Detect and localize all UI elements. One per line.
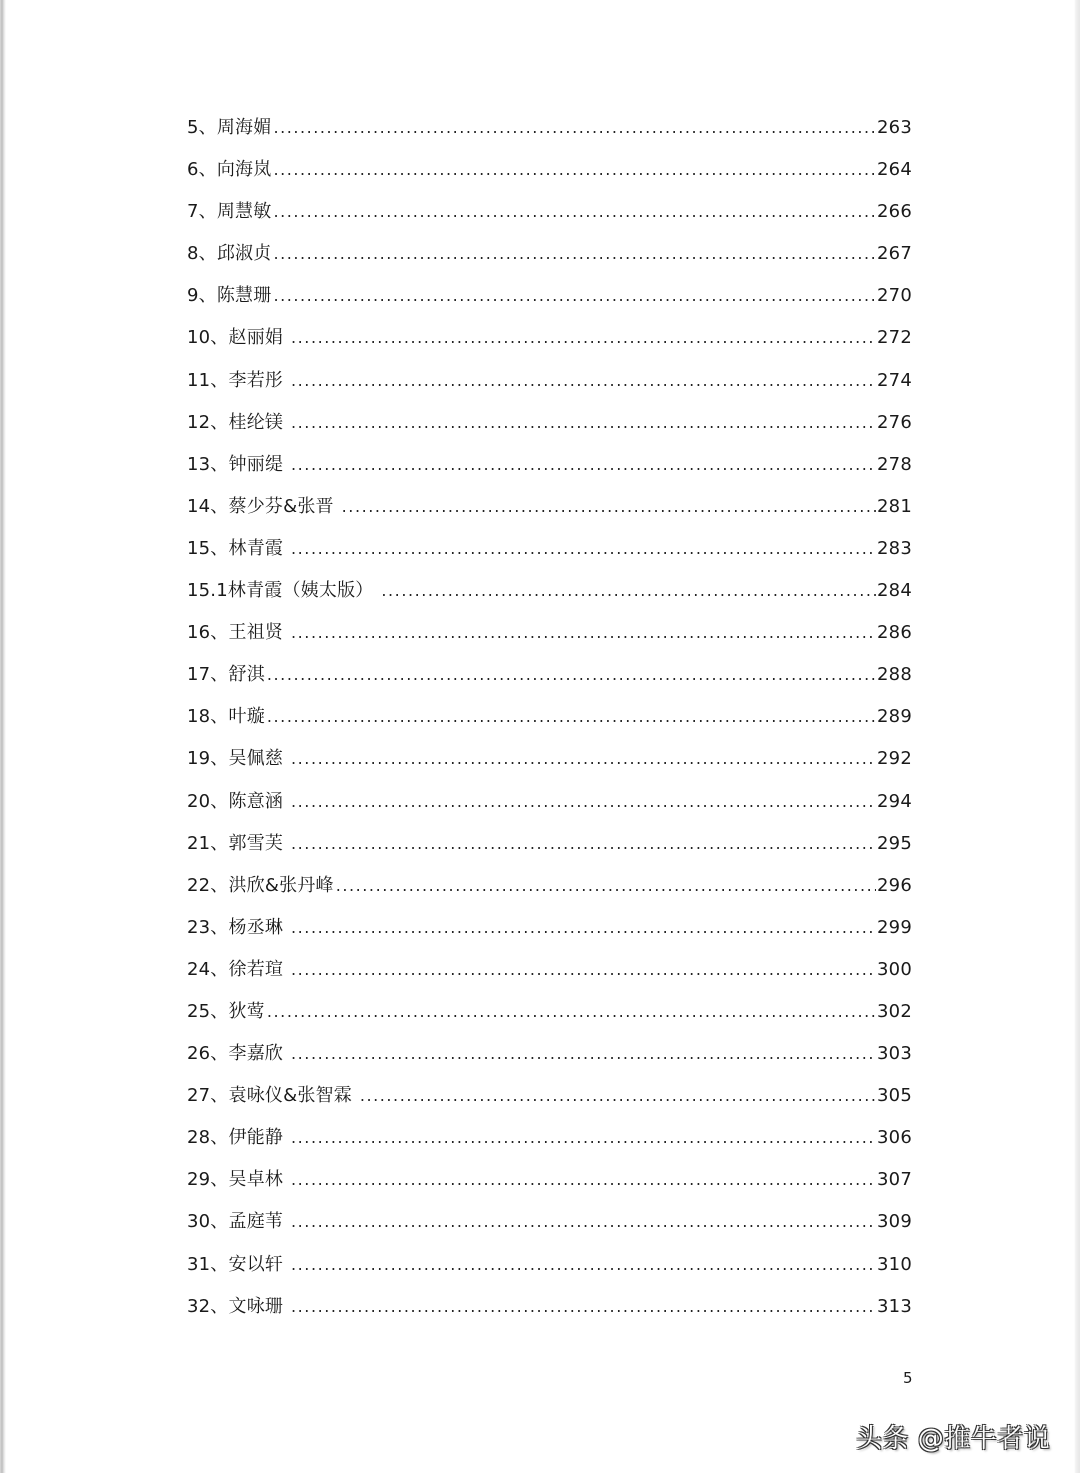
toc-entry-title: 23、杨丞琳 xyxy=(187,916,290,938)
toc-entry-title: 12、桂纶镁 xyxy=(187,411,290,433)
toc-dot-leader xyxy=(291,407,876,439)
toc-dot-leader xyxy=(291,1122,876,1154)
toc-entry-title: 30、孟庭苇 xyxy=(187,1211,290,1233)
toc-dot-leader xyxy=(360,1080,876,1112)
toc-entry[interactable] xyxy=(187,322,912,364)
toc-dot-leader xyxy=(291,912,876,944)
toc-dot-leader xyxy=(291,743,876,775)
table-of-contents xyxy=(187,112,912,1333)
toc-entry-page: 284 xyxy=(877,580,912,602)
toc-entry-title: 16、王祖贤 xyxy=(187,622,290,644)
toc-entry-page: 263 xyxy=(877,117,912,138)
toc-dot-leader xyxy=(273,154,876,186)
toc-dot-leader xyxy=(336,870,876,902)
toc-entry-page: 266 xyxy=(877,201,912,223)
toc-entry-title: 14、蔡少芬&张晋 xyxy=(187,495,340,517)
toc-entry[interactable] xyxy=(187,870,912,912)
toc-dot-leader xyxy=(342,491,876,523)
toc-entry[interactable] xyxy=(187,617,912,659)
toc-entry-title: 28、伊能静 xyxy=(187,1127,290,1149)
toc-entry-page: 306 xyxy=(877,1127,912,1149)
toc-dot-leader xyxy=(267,996,876,1028)
toc-entry-page: 267 xyxy=(877,243,912,265)
toc-entry[interactable] xyxy=(187,196,912,238)
toc-entry-title: 31、安以轩 xyxy=(187,1253,290,1275)
toc-dot-leader xyxy=(291,533,876,565)
toc-entry[interactable] xyxy=(187,954,912,996)
toc-entry-page: 264 xyxy=(877,159,912,181)
toc-entry-page: 296 xyxy=(877,874,912,896)
toc-entry-page: 307 xyxy=(877,1169,912,1191)
toc-entry[interactable] xyxy=(187,491,912,533)
toc-dot-leader xyxy=(291,828,876,860)
toc-entry-title: 24、徐若瑄 xyxy=(187,958,290,980)
toc-entry[interactable] xyxy=(187,828,912,870)
page-edge-left xyxy=(0,0,6,1473)
toc-entry[interactable] xyxy=(187,912,912,954)
toc-dot-leader xyxy=(267,701,876,733)
toc-entry[interactable] xyxy=(187,154,912,196)
toc-entry[interactable] xyxy=(187,786,912,828)
toc-entry-title: 29、吴卓林 xyxy=(187,1169,290,1191)
toc-entry[interactable] xyxy=(187,533,912,575)
toc-entry-page: 303 xyxy=(877,1043,912,1065)
toc-entry-page: 295 xyxy=(877,832,912,854)
toc-dot-leader xyxy=(291,1206,876,1238)
toc-entry-title: 17、舒淇 xyxy=(187,664,265,686)
toc-entry-page: 281 xyxy=(877,495,912,517)
toc-entry[interactable] xyxy=(187,1080,912,1122)
toc-entry-title: 6、向海岚 xyxy=(187,159,272,181)
toc-dot-leader xyxy=(291,1164,876,1196)
toc-dot-leader xyxy=(291,365,876,397)
toc-entry-title: 26、李嘉欣 xyxy=(187,1043,290,1065)
toc-entry-page: 283 xyxy=(877,537,912,559)
toc-entry[interactable] xyxy=(187,659,912,701)
toc-entry-page: 313 xyxy=(877,1295,912,1317)
toc-entry-page: 305 xyxy=(877,1085,912,1107)
toc-entry-page: 286 xyxy=(877,622,912,644)
toc-dot-leader xyxy=(267,659,876,691)
toc-dot-leader xyxy=(273,112,876,144)
toc-entry-title: 15、林青霞 xyxy=(187,537,290,559)
toc-dot-leader xyxy=(273,280,876,312)
toc-entry-title: 10、赵丽娟 xyxy=(187,327,290,349)
toc-entry-title: 20、陈意涵 xyxy=(187,790,290,812)
toc-entry-page: 272 xyxy=(877,327,912,349)
toc-entry-title: 22、洪欣&张丹峰 xyxy=(187,874,334,896)
toc-entry[interactable] xyxy=(187,112,912,154)
toc-entry-title: 19、吴佩慈 xyxy=(187,748,290,770)
toc-entry[interactable] xyxy=(187,701,912,743)
page-edge-right xyxy=(1074,0,1080,1473)
toc-entry-page: 274 xyxy=(877,369,912,391)
toc-entry-page: 270 xyxy=(877,285,912,307)
toc-entry[interactable] xyxy=(187,1206,912,1248)
toc-entry-title: 27、袁咏仪&张智霖 xyxy=(187,1085,358,1107)
toc-entry-page: 294 xyxy=(877,790,912,812)
toc-entry-title: 13、钟丽缇 xyxy=(187,453,290,475)
toc-entry[interactable] xyxy=(187,449,912,491)
toc-dot-leader xyxy=(381,575,876,607)
toc-entry-page: 300 xyxy=(877,958,912,980)
toc-entry-page: 288 xyxy=(877,664,912,686)
toc-entry-page: 299 xyxy=(877,916,912,938)
toc-entry[interactable] xyxy=(187,1038,912,1080)
toc-entry-title: 21、郭雪芙 xyxy=(187,832,290,854)
toc-dot-leader xyxy=(273,196,876,228)
toc-entry-page: 292 xyxy=(877,748,912,770)
toc-entry[interactable] xyxy=(187,407,912,449)
toc-entry-title: 5、周海媚 xyxy=(187,117,272,138)
toc-entry[interactable] xyxy=(187,575,912,617)
toc-entry-title: 15.1林青霞（姨太版） xyxy=(187,580,380,602)
toc-dot-leader xyxy=(291,449,876,481)
toc-entry[interactable] xyxy=(187,743,912,785)
toc-dot-leader xyxy=(291,1291,876,1323)
toc-dot-leader xyxy=(291,1249,876,1281)
toc-entry[interactable] xyxy=(187,1164,912,1206)
toc-entry-page: 310 xyxy=(877,1253,912,1275)
toc-entry[interactable] xyxy=(187,238,912,280)
toc-dot-leader xyxy=(273,238,876,270)
toc-entry-title: 25、狄莺 xyxy=(187,1000,265,1022)
toc-entry-page: 276 xyxy=(877,411,912,433)
toc-entry[interactable] xyxy=(187,1291,912,1333)
toc-entry-title: 7、周慧敏 xyxy=(187,201,272,223)
toc-entry-title: 8、邱淑贞 xyxy=(187,243,272,265)
watermark: 头条 @推牛者说 xyxy=(856,1424,1051,1454)
toc-entry[interactable] xyxy=(187,1122,912,1164)
toc-entry-title: 32、文咏珊 xyxy=(187,1295,290,1317)
toc-entry-title: 9、陈慧珊 xyxy=(187,285,272,307)
toc-entry-title: 11、李若彤 xyxy=(187,369,290,391)
toc-entry-page: 278 xyxy=(877,453,912,475)
toc-entry-page: 289 xyxy=(877,706,912,728)
toc-entry[interactable] xyxy=(187,1249,912,1291)
toc-dot-leader xyxy=(291,617,876,649)
toc-entry[interactable] xyxy=(187,365,912,407)
page-number: 5 xyxy=(903,1369,913,1387)
toc-entry-page: 302 xyxy=(877,1000,912,1022)
toc-entry[interactable] xyxy=(187,996,912,1038)
toc-entry-title: 18、叶璇 xyxy=(187,706,265,728)
toc-dot-leader xyxy=(291,1038,876,1070)
toc-dot-leader xyxy=(291,322,876,354)
toc-dot-leader xyxy=(291,786,876,818)
toc-entry[interactable] xyxy=(187,280,912,322)
toc-entry-page: 309 xyxy=(877,1211,912,1233)
toc-dot-leader xyxy=(291,954,876,986)
